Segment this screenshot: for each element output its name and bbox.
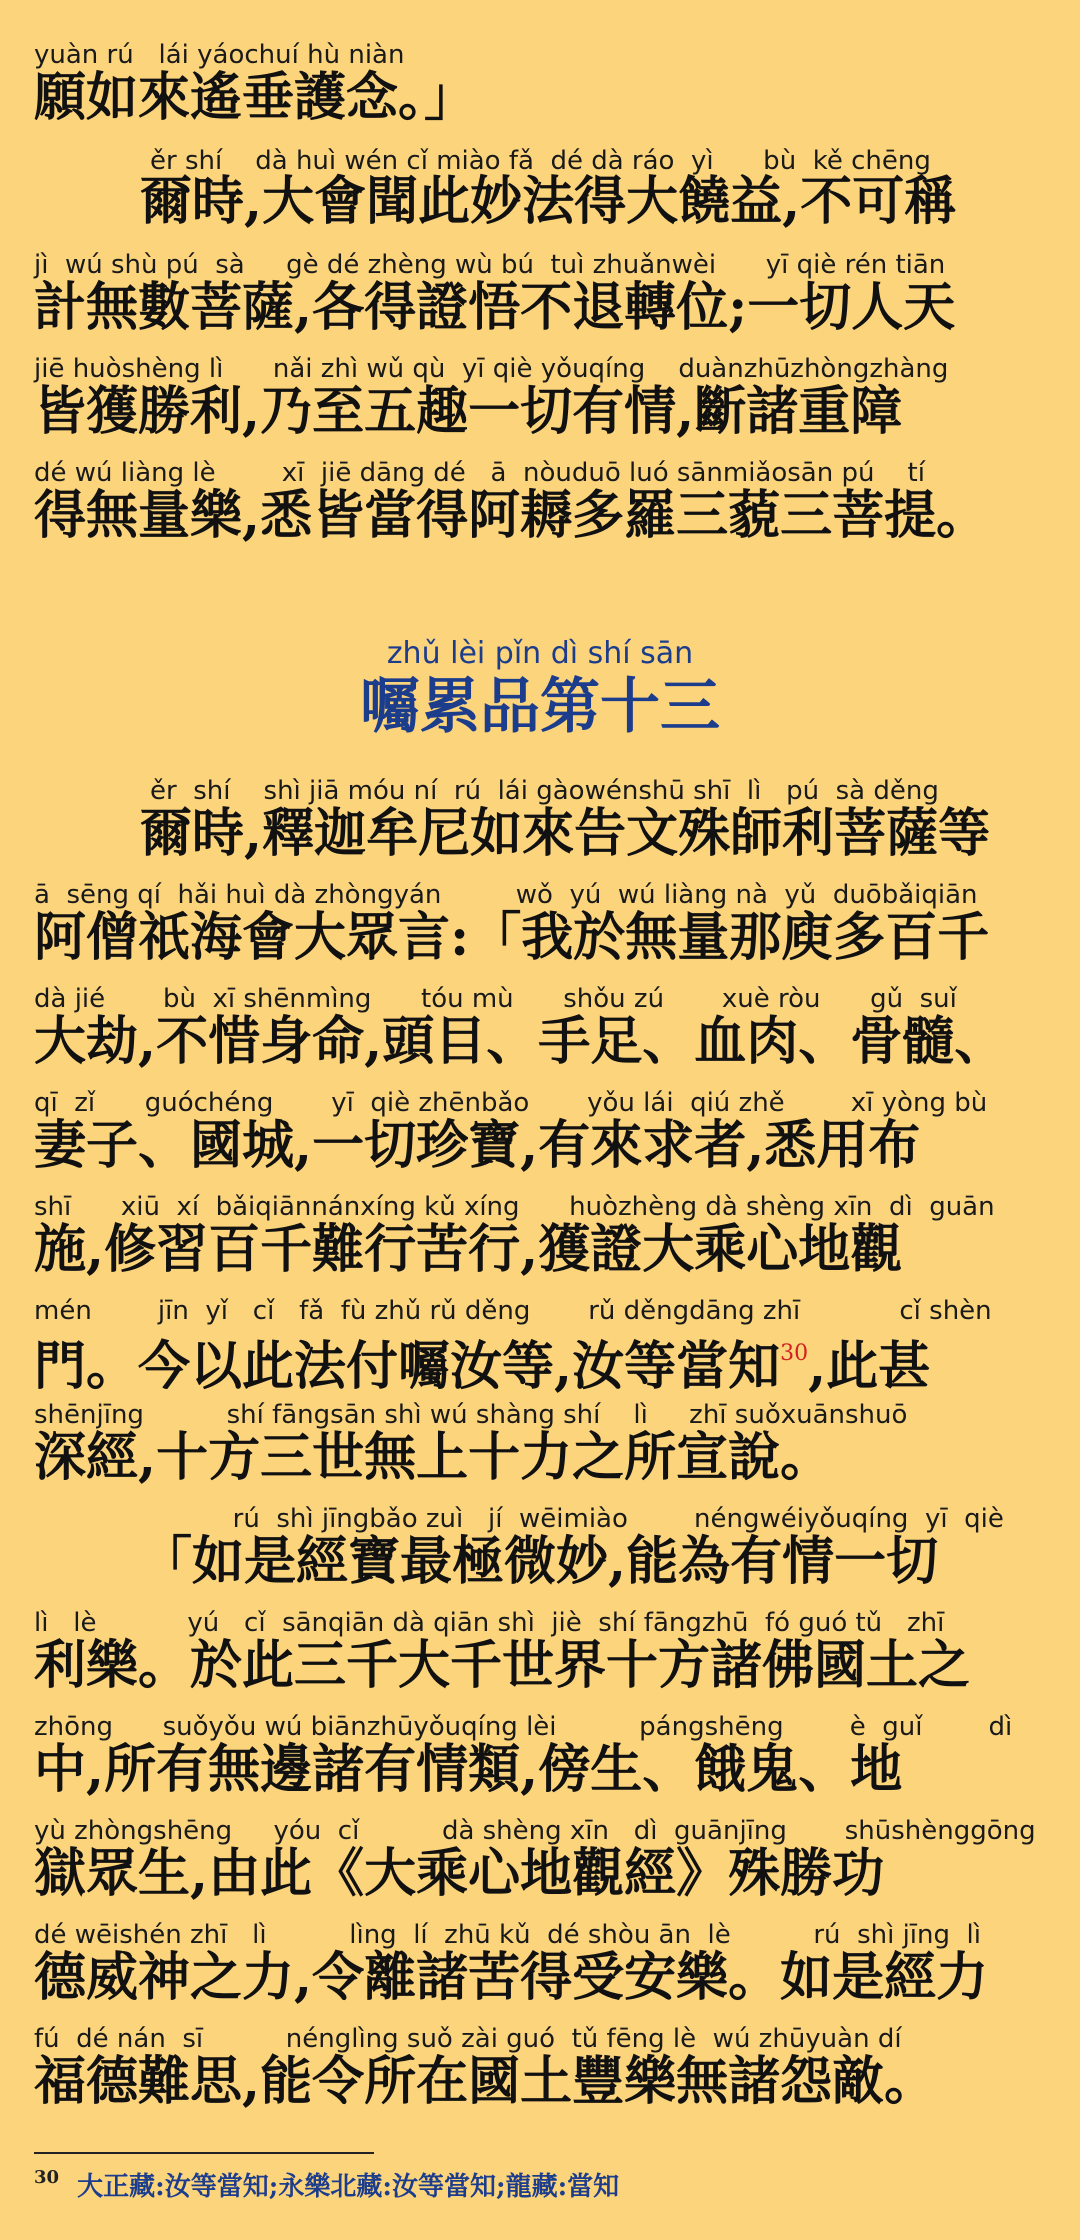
pinyin-line: shēnjīng shí fāngsān shì wú shàng shí lì zhī suǒxuānshuō: [34, 1400, 908, 1430]
pinyin-line: lì lè yú cǐ sānqiān dà qiān shì jiè shí fāngzhū fó guó tǔ zhī: [34, 1608, 945, 1638]
scripture-line: 爾時,大會聞此妙法得大饒益,不可稱: [140, 171, 957, 232]
scripture-line: 皆獲勝利,乃至五趣一切有情,斷諸重障: [34, 381, 903, 442]
scripture-line: 阿僧祇海會大眾言:「我於無量那庾多百千: [34, 907, 990, 968]
scripture-line: 獄眾生,由此《大乘心地觀經》殊勝功: [34, 1843, 885, 1904]
pinyin-line: fú dé nán sī nénglìng suǒ zài guó tǔ fēng lè wú zhūyuàn dí: [34, 2024, 902, 2054]
pinyin-line: ā sēng qí hǎi huì dà zhòngyán wǒ yú wú liàng nà yǔ duōbǎiqiān: [34, 880, 978, 910]
scripture-text: ,此甚: [808, 1336, 931, 1397]
scripture-line: 福德難思,能令所在國土豐樂無諸怨敵。: [34, 2051, 937, 2112]
scripture-line: 計無數菩薩,各得證悟不退轉位;一切人天: [34, 277, 956, 338]
scripture-text: 門。今以此法付囑汝等,汝等當知: [34, 1336, 781, 1397]
pinyin-line: shī xiū xí bǎiqiānnánxíng kǔ xíng huòzhèng dà shèng xīn dì guān: [34, 1192, 995, 1222]
footnote-text: 大正藏:汝等當知;永樂北藏:汝等當知;龍藏:當知: [77, 2172, 620, 2202]
pinyin-line: qī zǐ guóchéng yī qiè zhēnbǎo yǒu lái qiú zhě xī yòng bù: [34, 1088, 988, 1118]
scripture-line: 大劫,不惜身命,頭目、手足、血肉、骨髓、: [34, 1011, 1007, 1072]
scripture-line: 「如是經寶最極微妙,能為有情一切: [140, 1531, 939, 1592]
footnote-ref[interactable]: 30: [780, 1341, 809, 1366]
chapter-title: 囑累品第十三: [360, 672, 720, 742]
scripture-line: [34, 1324, 930, 1397]
pinyin-line: rú shì jīngbǎo zuì jí wēimiào néngwéiyǒuqíng yī qiè: [150, 1504, 1004, 1534]
footnote: [34, 2166, 619, 2203]
chapter-pinyin: zhǔ lèi pǐn dì shí sān: [386, 636, 694, 671]
footnote-divider: [34, 2152, 374, 2154]
scripture-line: 利樂。於此三千大千世界十方諸佛國土之: [34, 1635, 971, 1696]
scripture-line: 妻子、國城,一切珍寶,有來求者,悉用布: [34, 1115, 921, 1176]
pinyin-line: dé wēishén zhī lì lìng lí zhū kǔ dé shòu ān lè rú shì jīng lì: [34, 1920, 981, 1950]
footnote-number: 30: [34, 2167, 60, 2188]
pinyin-line: ěr shí dà huì wén cǐ miào fǎ dé dà ráo yì bù kě chēng: [150, 146, 931, 176]
scripture-line: 願如來遙垂護念。」: [34, 67, 477, 128]
pinyin-line: mén jīn yǐ cǐ fǎ fù zhǔ rǔ děng rǔ děngdāng zhī cǐ shèn: [34, 1296, 992, 1326]
scripture-line: 深經,十方三世無上十力之所宣說。: [34, 1427, 833, 1488]
pinyin-line: jiē huòshèng lì nǎi zhì wǔ qù yī qiè yǒuqíng duànzhūzhòngzhàng: [34, 354, 949, 384]
scripture-line: 德威神之力,令離諸苦得受安樂。如是經力: [34, 1947, 989, 2008]
pinyin-line: ěr shí shì jiā móu ní rú lái gàowénshū shī lì pú sà děng: [150, 776, 939, 806]
pinyin-line: dà jié bù xī shēnmìng tóu mù shǒu zú xuè ròu gǔ suǐ: [34, 984, 957, 1014]
scripture-line: 中,所有無邊諸有情類,傍生、餓鬼、地: [34, 1739, 903, 1800]
pinyin-line: zhōng suǒyǒu wú biānzhūyǒuqíng lèi pángshēng è guǐ dì: [34, 1712, 1013, 1742]
pinyin-line: jì wú shù pú sà gè dé zhèng wù bú tuì zhuǎnwèi yī qiè rén tiān: [34, 250, 946, 280]
pinyin-line: yù zhòngshēng yóu cǐ dà shèng xīn dì guānjīng shūshènggōng: [34, 1816, 1036, 1846]
scripture-line: 施,修習百千難行苦行,獲證大乘心地觀: [34, 1219, 903, 1280]
scripture-line: 得無量樂,悉皆當得阿耨多羅三藐三菩提。: [34, 485, 989, 546]
pinyin-line: yuàn rú lái yáochuí hù niàn: [34, 40, 405, 70]
pinyin-line: dé wú liàng lè xī jiē dāng dé ā nòuduō luó sānmiǎosān pú tí: [34, 458, 925, 488]
scripture-line: 爾時,釋迦牟尼如來告文殊師利菩薩等: [140, 803, 991, 864]
